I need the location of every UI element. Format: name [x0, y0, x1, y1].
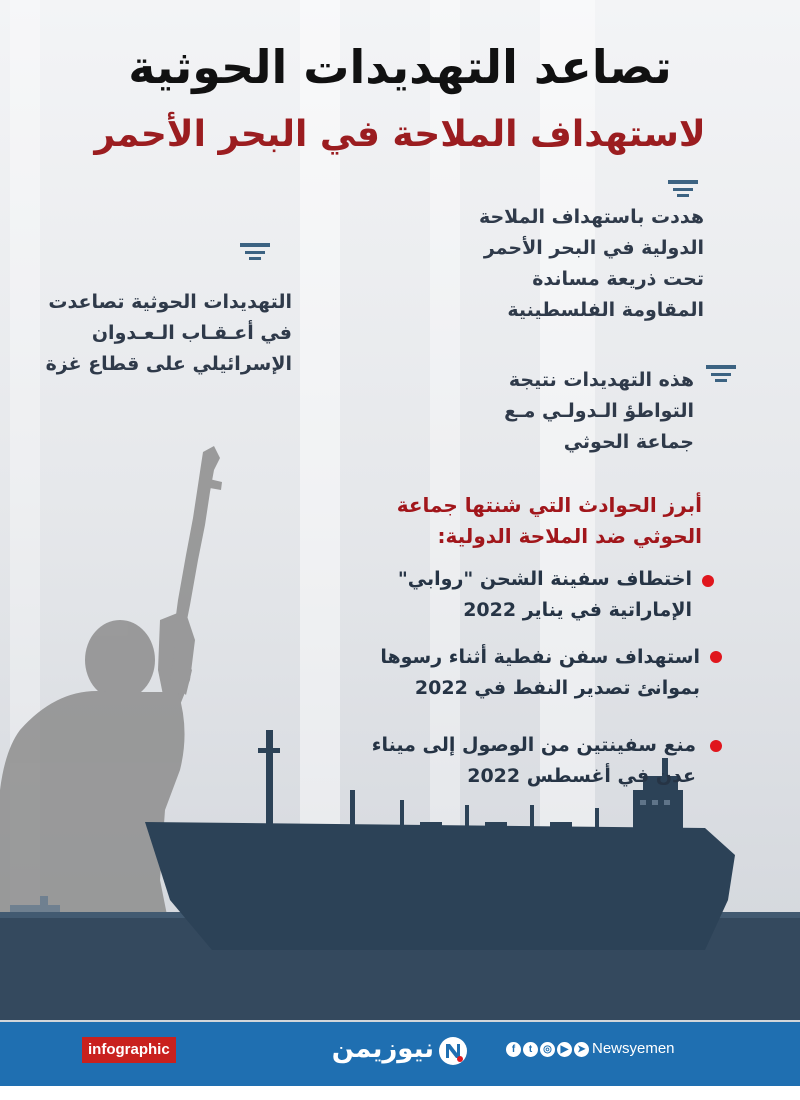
- text-line: هددت باستهداف الملاحة: [478, 206, 704, 228]
- text-line: الإماراتية في يناير 2022: [463, 599, 692, 621]
- bullet-dot: [710, 651, 722, 663]
- text-line: تحت ذريعة مساندة: [532, 268, 704, 290]
- bullet-dot: [702, 575, 714, 587]
- incident-1: [362, 564, 692, 626]
- logo-text: نيوزيمن: [331, 1034, 434, 1064]
- bullet-dot: [710, 740, 722, 752]
- subtitle: لاستهداف الملاحة في البحر الأحمر: [94, 114, 706, 155]
- text-line: اختطاف سفينة الشحن "روابي": [397, 568, 692, 590]
- infographic-badge: infographic: [82, 1037, 176, 1063]
- threat-point-3: [434, 365, 694, 458]
- incident-2: [340, 642, 700, 704]
- highlights-heading: [382, 490, 702, 552]
- social-handle[interactable]: Newsyemen: [592, 1040, 675, 1057]
- text-line: التهديدات الحوثية تصاعدت: [48, 291, 292, 313]
- menu-lines-icon: [240, 243, 270, 265]
- threat-point-2: [2, 287, 292, 380]
- text-line: هذه التهديدات نتيجة: [508, 369, 694, 391]
- text-line: منع سفينتين من الوصول إلى ميناء: [371, 734, 696, 756]
- text-line: المقاومة الفلسطينية: [507, 299, 704, 321]
- text-line: في أعـقـاب الـعـدوان: [91, 322, 292, 344]
- text-line: استهداف سفن نفطية أثناء رسوها: [380, 646, 700, 668]
- text-line: أبرز الحوادث التي شنتها جماعة: [396, 493, 702, 517]
- threat-point-1: [404, 202, 704, 326]
- instagram-icon[interactable]: ◎: [540, 1042, 555, 1057]
- text-line: الحوثي ضد الملاحة الدولية:: [437, 524, 702, 548]
- text-line: جماعة الحوثي: [563, 431, 694, 453]
- footer-bottom-strip: [0, 1086, 800, 1100]
- text-line: عدن في أغسطس 2022: [467, 765, 696, 787]
- youtube-icon[interactable]: ▶: [557, 1042, 572, 1057]
- telegram-icon[interactable]: ➤: [574, 1042, 589, 1057]
- text-line: بموانئ تصدير النفط في 2022: [414, 677, 700, 699]
- incident-3: [336, 730, 696, 792]
- twitter-icon[interactable]: t: [523, 1042, 538, 1057]
- text-line: الإسرائيلي على قطاع غزة: [45, 353, 292, 375]
- menu-lines-icon: [706, 365, 736, 387]
- logo-n-icon: [438, 1036, 468, 1066]
- text-line: التواطؤ الـدولـي مـع: [504, 400, 694, 422]
- newsyemen-logo[interactable]: [331, 1030, 468, 1076]
- menu-lines-icon: [668, 180, 698, 202]
- main-title: تصاعد التهديدات الحوثية: [128, 40, 672, 94]
- text-line: الدولية في البحر الأحمر: [483, 237, 704, 259]
- facebook-icon[interactable]: f: [506, 1042, 521, 1057]
